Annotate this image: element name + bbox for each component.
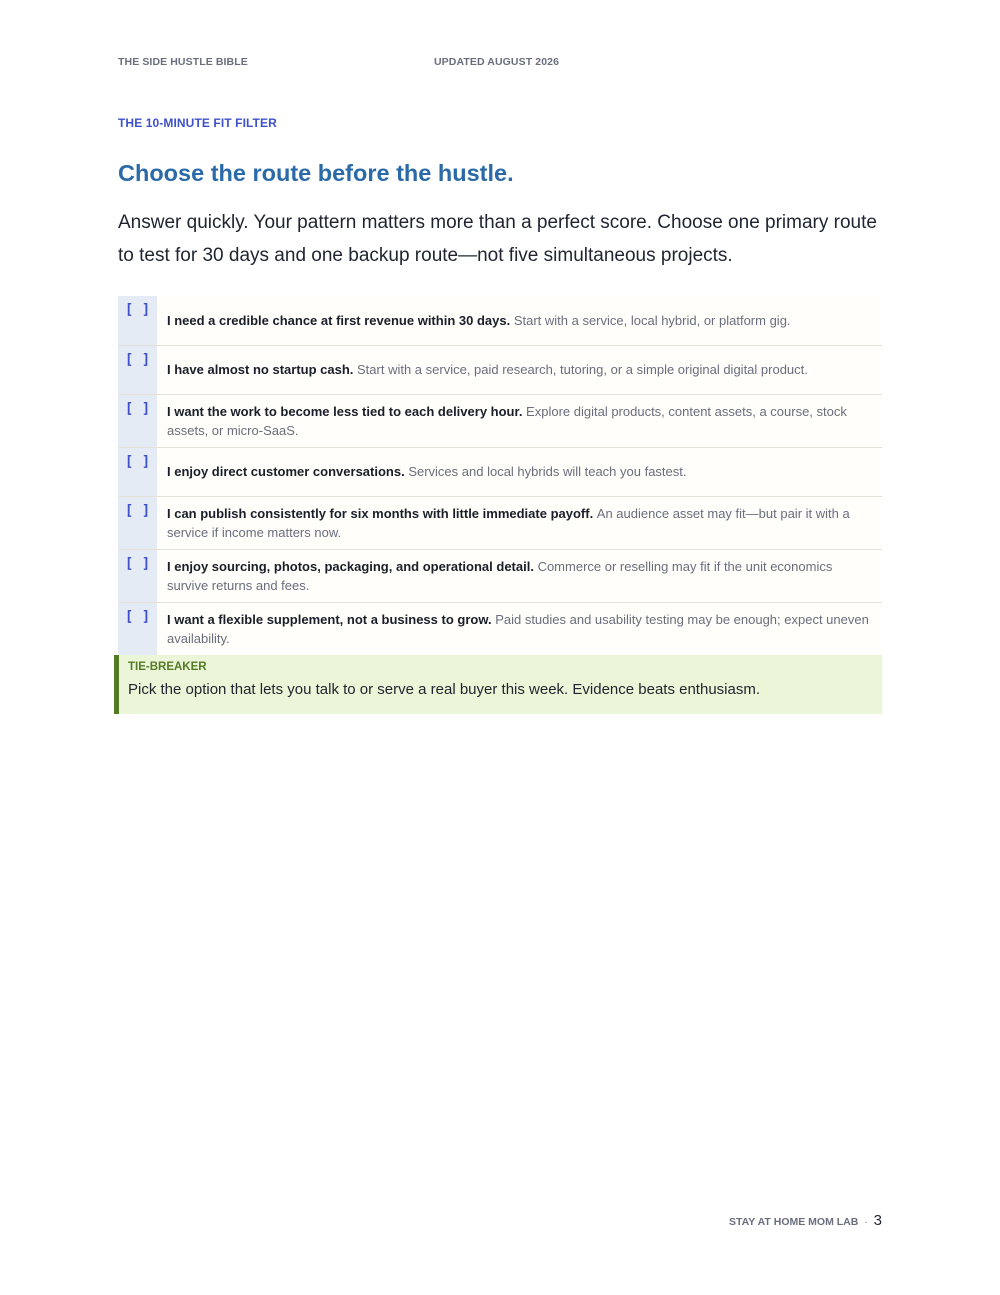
tie-breaker-text: Pick the option that lets you talk to or serve a real buyer this week. Evidence beats enthusiasm.	[128, 681, 760, 698]
checklist-statement: I want a flexible supplement, not a business to grow.	[167, 611, 496, 627]
checklist-item	[118, 603, 882, 655]
checklist-item	[118, 497, 882, 550]
checklist-item-text	[157, 550, 882, 602]
tie-breaker-label: TIE-BREAKER	[128, 661, 207, 673]
page-number: 3	[873, 1212, 882, 1229]
page-footer	[729, 1212, 882, 1229]
checklist-hint: Explore digital products, content assets, a course, stock assets, or micro-SaaS.	[167, 403, 847, 438]
checklist-item-text	[157, 296, 882, 345]
page-title: Choose the route before the hustle.	[118, 160, 514, 186]
running-header	[118, 56, 882, 70]
checklist-item	[118, 346, 882, 395]
checkbox[interactable]: [ ]	[118, 346, 157, 394]
checklist-statement: I enjoy sourcing, photos, packaging, and operational detail.	[167, 558, 538, 574]
checkbox[interactable]: [ ]	[118, 550, 157, 602]
checklist-statement: I want the work to become less tied to each delivery hour.	[167, 403, 527, 419]
section-kicker: THE 10-MINUTE FIT FILTER	[118, 116, 277, 130]
checklist-statement: I can publish consistently for six months with little immediate payoff.	[167, 505, 597, 521]
checklist-item	[118, 448, 882, 497]
checklist-hint: An audience asset may fit—but pair it with a service if income matters now.	[167, 505, 850, 540]
checklist-statement: I enjoy direct customer conversations.	[167, 464, 409, 479]
checkbox[interactable]: [ ]	[118, 603, 157, 655]
checkbox[interactable]: [ ]	[118, 497, 157, 549]
checklist-hint: Paid studies and usability testing may be enough; expect uneven availability.	[167, 611, 869, 646]
fit-filter-checklist	[118, 296, 882, 655]
footer-separator: ·	[864, 1217, 868, 1228]
checkbox[interactable]: [ ]	[118, 395, 157, 447]
checklist-item-text	[157, 603, 882, 655]
checklist-item	[118, 550, 882, 603]
checklist-item	[118, 395, 882, 448]
tie-breaker-callout	[114, 655, 882, 714]
checklist-hint: Start with a service, local hybrid, or platform gig.	[513, 312, 791, 328]
checklist-item	[118, 296, 882, 346]
checklist-statement: I need a credible chance at first revenue within 30 days.	[167, 312, 514, 328]
checklist-item-text	[157, 395, 882, 447]
checklist-item-text	[157, 497, 882, 549]
checkbox[interactable]: [ ]	[118, 448, 157, 496]
checklist-hint: Commerce or reselling may fit if the unit economics survive returns and fees.	[167, 558, 833, 593]
footer-brand: STAY AT HOME MOM LAB	[729, 1216, 859, 1228]
checklist-hint: Services and local hybrids will teach you fastest.	[408, 464, 687, 479]
checklist-hint: Start with a service, paid research, tutoring, or a simple original digital product.	[357, 362, 808, 377]
checkbox[interactable]: [ ]	[118, 296, 157, 345]
checklist-item-text	[157, 346, 882, 394]
checklist-statement: I have almost no startup cash.	[167, 362, 357, 377]
checklist-item-text	[157, 448, 882, 496]
header-book-title: THE SIDE HUSTLE BIBLE	[118, 56, 248, 68]
header-updated-date: UPDATED AUGUST 2026	[434, 56, 560, 68]
intro-paragraph: Answer quickly. Your pattern matters more than a perfect score. Choose one primary route to test for 30 days and one backup route—not five simultaneous projects.	[118, 212, 877, 266]
